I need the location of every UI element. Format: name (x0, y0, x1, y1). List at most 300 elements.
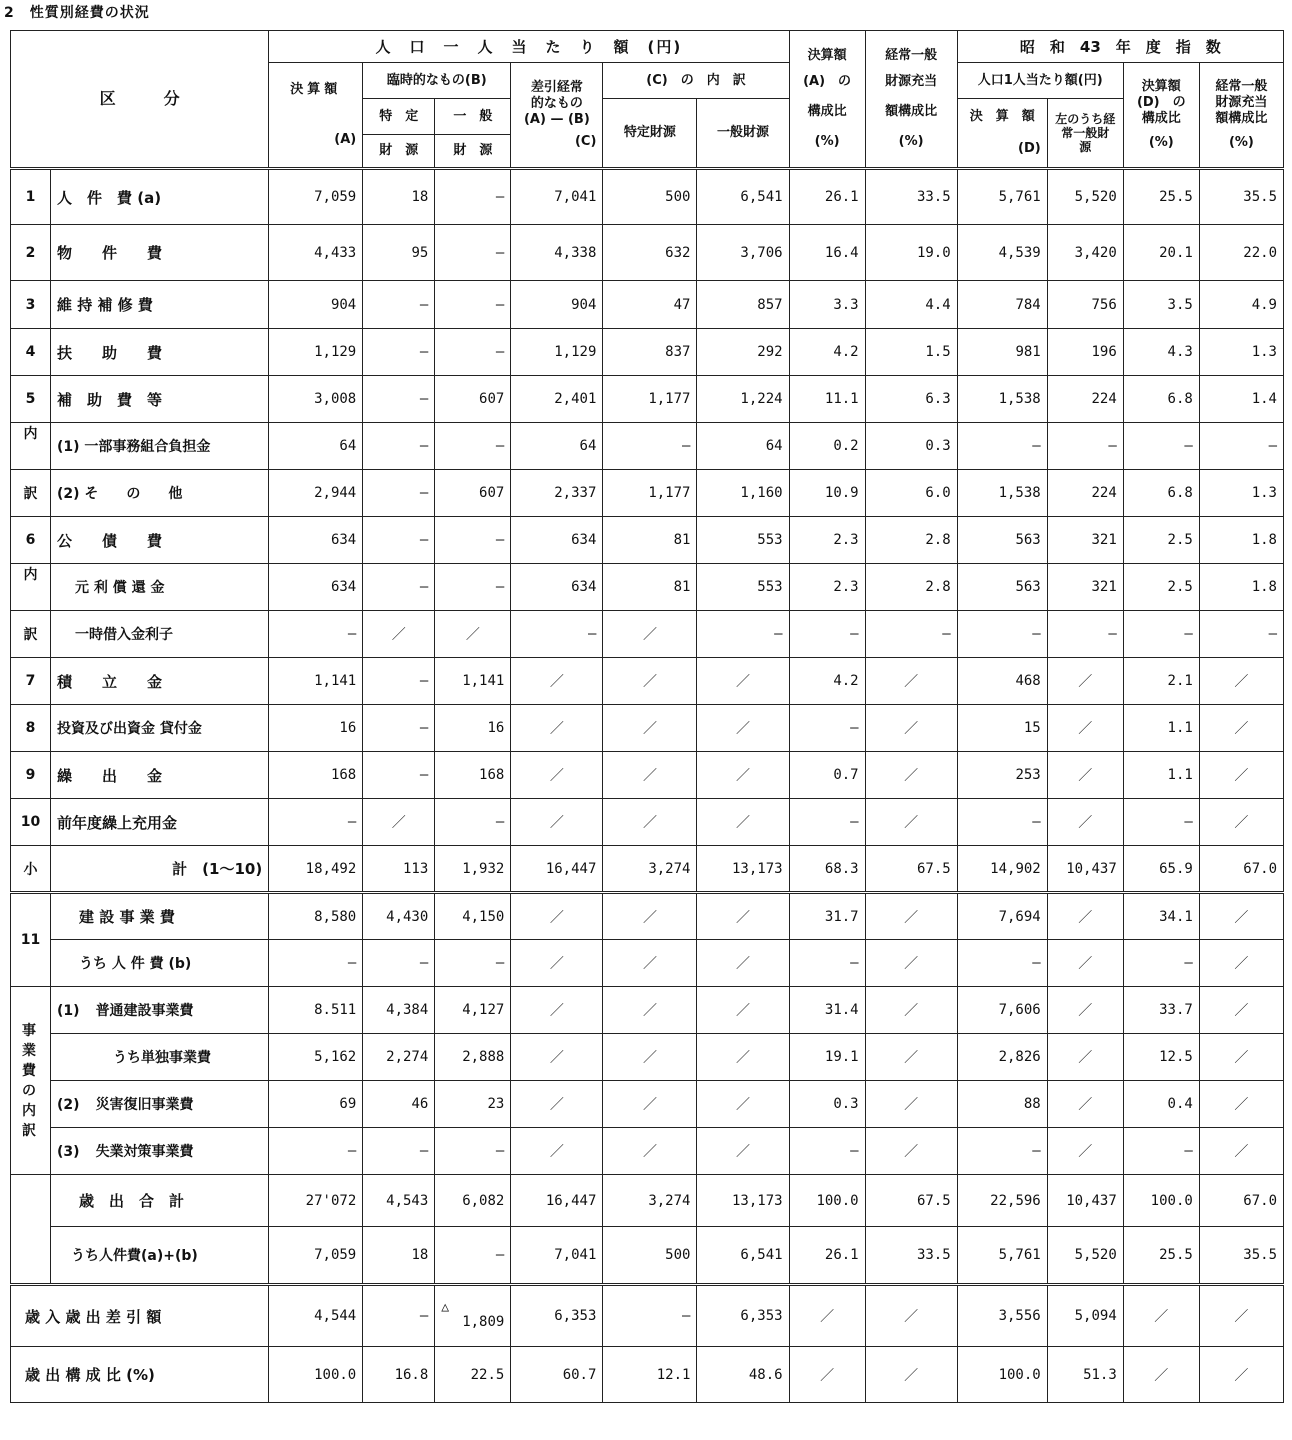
header-kosei-pct: (%) (814, 134, 840, 149)
cell: 113 (363, 846, 435, 893)
cell: 4,543 (363, 1175, 435, 1227)
table-row (11, 1034, 1284, 1081)
row-no: 9 (11, 752, 51, 799)
cell: ／ (603, 1034, 697, 1081)
cell: 1.3 (1199, 470, 1283, 517)
cell: ／ (603, 1081, 697, 1128)
cell: 11.1 (789, 376, 865, 423)
header-sabiki (511, 63, 603, 169)
cell: 3.3 (789, 281, 865, 329)
cell: — (269, 1128, 363, 1175)
header-kosei-2: (A) の (803, 74, 852, 89)
cell: 69 (269, 1081, 363, 1128)
cell: — (435, 281, 511, 329)
cell: 18,492 (269, 846, 363, 893)
header-zaigen-1: 財 源 (363, 135, 435, 169)
cell: 68.3 (789, 846, 865, 893)
cell: 8,580 (269, 893, 363, 940)
cell: 2.1 (1123, 658, 1199, 705)
cell: ／ (1047, 1128, 1123, 1175)
cell: 12.1 (603, 1347, 697, 1403)
cell: 6.0 (865, 470, 957, 517)
cell: 321 (1047, 517, 1123, 564)
side-label-uchi: 内 (11, 423, 51, 470)
cell: 31.7 (789, 893, 865, 940)
cell: 6.8 (1123, 376, 1199, 423)
cell: 6.8 (1123, 470, 1199, 517)
cell: ／ (603, 611, 697, 658)
cell: 2.3 (789, 564, 865, 611)
row-label: 積 立 金 (51, 658, 269, 705)
cell: 2,401 (511, 376, 603, 423)
cell: — (435, 564, 511, 611)
cell: — (1199, 611, 1283, 658)
table-row (11, 169, 1284, 225)
cell: 33.5 (865, 1227, 957, 1285)
row-label: (1) 一部事務組合負担金 (51, 423, 269, 470)
cell: ／ (363, 611, 435, 658)
table-row (11, 611, 1284, 658)
cell: 1.4 (1199, 376, 1283, 423)
cell: ／ (603, 987, 697, 1034)
cell: 100.0 (1123, 1175, 1199, 1227)
table-row (11, 705, 1284, 752)
cell: 18 (363, 1227, 435, 1285)
cell: 634 (511, 517, 603, 564)
cell: — (435, 169, 511, 225)
cell: 19.1 (789, 1034, 865, 1081)
cell: 563 (957, 564, 1047, 611)
cell: 64 (697, 423, 789, 470)
cell: 4,150 (435, 893, 511, 940)
cell: 1,141 (435, 658, 511, 705)
header-hidari: 左のうち経常一般財 源 (1047, 99, 1123, 169)
cell: 0.3 (865, 423, 957, 470)
cell: 25.5 (1123, 1227, 1199, 1285)
cell: 10.9 (789, 470, 865, 517)
cell: 27'072 (269, 1175, 363, 1227)
cell: 981 (957, 329, 1047, 376)
cell: 25.5 (1123, 169, 1199, 225)
row-no: 4 (11, 329, 51, 376)
cell: ／ (1199, 1285, 1283, 1347)
cell: 16,447 (511, 846, 603, 893)
cell: ／ (789, 1347, 865, 1403)
cell: 7,694 (957, 893, 1047, 940)
cell: 632 (603, 225, 697, 281)
cell: ／ (603, 705, 697, 752)
cell: 88 (957, 1081, 1047, 1128)
page-title: 2 性質別経費の状況 (4, 5, 150, 21)
cell: 46 (363, 1081, 435, 1128)
table-row (11, 281, 1284, 329)
cell: 60.7 (511, 1347, 603, 1403)
row-label (51, 987, 269, 1034)
cell: ／ (1199, 1081, 1283, 1128)
table-row (11, 225, 1284, 281)
cell: — (363, 470, 435, 517)
cell: ／ (865, 893, 957, 940)
cell: ／ (1047, 799, 1123, 846)
cell: ／ (1047, 940, 1123, 987)
row-no: (3) (57, 1144, 80, 1160)
cell: 19.0 (865, 225, 957, 281)
cell: — (269, 799, 363, 846)
cell: 64 (269, 423, 363, 470)
cell: 634 (511, 564, 603, 611)
cell: — (363, 329, 435, 376)
cell: 5,520 (1047, 1227, 1123, 1285)
cell: 784 (957, 281, 1047, 329)
table-row (11, 423, 1284, 470)
row-no: 7 (11, 658, 51, 705)
header-s-keijo-pct: (%) (1228, 135, 1254, 150)
cell: ／ (1199, 799, 1283, 846)
row-label: 繰 出 金 (51, 752, 269, 799)
table-row (11, 329, 1284, 376)
cell: 33.5 (865, 169, 957, 225)
cell: ／ (511, 658, 603, 705)
cell: 81 (603, 564, 697, 611)
cell: ／ (697, 705, 789, 752)
row-label (51, 1128, 269, 1175)
cell: 95 (363, 225, 435, 281)
table-row (11, 1227, 1284, 1285)
header-ippan: 一 般 (435, 99, 511, 135)
cell: — (363, 752, 435, 799)
cell: 3,706 (697, 225, 789, 281)
cell: 51.3 (1047, 1347, 1123, 1403)
cell (435, 1285, 511, 1347)
table-row (11, 987, 1284, 1034)
cell: — (269, 940, 363, 987)
cell: 1,177 (603, 376, 697, 423)
header-zaigen-2: 財 源 (435, 135, 511, 169)
header-d-mark: (D) (1018, 141, 1041, 156)
cell: 1.1 (1123, 705, 1199, 752)
cell: 756 (1047, 281, 1123, 329)
cell: 5,761 (957, 1227, 1047, 1285)
row-no: 2 (11, 225, 51, 281)
header-rinji: 臨時的なもの(B) (363, 63, 511, 99)
cell: — (1123, 940, 1199, 987)
cell: 1,129 (511, 329, 603, 376)
cell: 4.4 (865, 281, 957, 329)
blank-side (11, 1175, 51, 1285)
cell: ／ (865, 658, 957, 705)
row-label: 扶 助 費 (51, 329, 269, 376)
row-label: 歳 入 歳 出 差 引 額 (11, 1285, 269, 1347)
header-s-keijo (1199, 63, 1283, 169)
cell: ／ (1123, 1347, 1199, 1403)
cell: 4,539 (957, 225, 1047, 281)
cell: 13,173 (697, 846, 789, 893)
row-label: 歳 出 合 計 (51, 1175, 269, 1227)
cell: 64 (511, 423, 603, 470)
cell: 22.0 (1199, 225, 1283, 281)
cell: 4,384 (363, 987, 435, 1034)
cell: 2.5 (1123, 564, 1199, 611)
cell: 904 (511, 281, 603, 329)
cell: — (435, 1128, 511, 1175)
cell: 34.1 (1123, 893, 1199, 940)
cell: 224 (1047, 470, 1123, 517)
side-label-jigyohi (11, 987, 51, 1175)
cell: 16,447 (511, 1175, 603, 1227)
cell: ／ (865, 799, 957, 846)
cell: 1,141 (269, 658, 363, 705)
header-keijo-pct: (%) (898, 134, 924, 149)
cell: ／ (865, 705, 957, 752)
cell: 7,041 (511, 1227, 603, 1285)
cell: 3,420 (1047, 225, 1123, 281)
cell: — (603, 1285, 697, 1347)
cell: — (697, 611, 789, 658)
cell: 48.6 (697, 1347, 789, 1403)
cell: 4.2 (789, 658, 865, 705)
cell: 500 (603, 169, 697, 225)
header-showa: 昭 和 43 年 度 指 数 (957, 31, 1283, 63)
cell: 4,127 (435, 987, 511, 1034)
cell: ／ (603, 893, 697, 940)
cell: 553 (697, 517, 789, 564)
cell: — (511, 611, 603, 658)
cell: ／ (1199, 987, 1283, 1034)
cell: 837 (603, 329, 697, 376)
cell: ／ (1047, 658, 1123, 705)
cell: ／ (1047, 752, 1123, 799)
cell: 4,544 (269, 1285, 363, 1347)
cell: — (363, 281, 435, 329)
row-label: (2) そ の 他 (51, 470, 269, 517)
cell: ／ (1199, 893, 1283, 940)
cell: 13,173 (697, 1175, 789, 1227)
header-kessan-text: 決算額 (290, 82, 342, 97)
cell: ／ (435, 611, 511, 658)
cell: 5,162 (269, 1034, 363, 1081)
delta-mark: △ (441, 1300, 450, 1315)
cell: 2,944 (269, 470, 363, 517)
cell: 292 (697, 329, 789, 376)
cell: 196 (1047, 329, 1123, 376)
cell: 253 (957, 752, 1047, 799)
cell: — (363, 376, 435, 423)
cell: ／ (865, 1347, 957, 1403)
cell: 607 (435, 376, 511, 423)
cell: 634 (269, 517, 363, 564)
table-row (11, 893, 1284, 940)
cell: 1.3 (1199, 329, 1283, 376)
cell: 2,274 (363, 1034, 435, 1081)
cell: ／ (511, 799, 603, 846)
cell: 168 (435, 752, 511, 799)
cell: — (789, 705, 865, 752)
cell: ／ (1199, 752, 1283, 799)
cell: 634 (269, 564, 363, 611)
cell: 563 (957, 517, 1047, 564)
cell: — (789, 1128, 865, 1175)
cell: 16.4 (789, 225, 865, 281)
header-d-kosei-1: 決算額 (1141, 79, 1181, 94)
cell: 26.1 (789, 1227, 865, 1285)
cell: — (435, 517, 511, 564)
cell: 2.8 (865, 564, 957, 611)
header-sabiki-3: (A) — (B) (523, 112, 590, 127)
cell: — (435, 799, 511, 846)
row-label: 元 利 償 還 金 (51, 564, 269, 611)
cell: 857 (697, 281, 789, 329)
cell: 20.1 (1123, 225, 1199, 281)
header-kosei-3: 構成比 (807, 104, 847, 119)
side-label-eleven: 11 (11, 893, 51, 987)
table-row (11, 1081, 1284, 1128)
cell: 33.7 (1123, 987, 1199, 1034)
cell: 67.5 (865, 846, 957, 893)
cell: 4,433 (269, 225, 363, 281)
cell: 3,274 (603, 1175, 697, 1227)
cell: 1,177 (603, 470, 697, 517)
cell: 5,761 (957, 169, 1047, 225)
cell: 500 (603, 1227, 697, 1285)
cell: ／ (865, 1285, 957, 1347)
row-label: 補 助 費 等 (51, 376, 269, 423)
cell: 1,224 (697, 376, 789, 423)
header-tokutei-zaigen: 特定財源 (603, 99, 697, 169)
cell: 3,556 (957, 1285, 1047, 1347)
cell: ／ (865, 1128, 957, 1175)
cell: — (435, 423, 511, 470)
header-per-capita: 人 口 一 人 当 た り 額 (円) (269, 31, 789, 63)
cell: 5,520 (1047, 169, 1123, 225)
cell: — (363, 564, 435, 611)
header-keijo (865, 31, 957, 169)
cell: 553 (697, 564, 789, 611)
cell: 67.5 (865, 1175, 957, 1227)
cell: ／ (1199, 1128, 1283, 1175)
cell: ／ (511, 752, 603, 799)
row-label-text: 普通建設事業費 (95, 1003, 194, 1019)
cell: 6,541 (697, 1227, 789, 1285)
cell: ／ (697, 940, 789, 987)
cell: 168 (269, 752, 363, 799)
header-sabiki-1: 差引経常 (530, 80, 583, 95)
side-label-wake: 訳 (11, 611, 51, 658)
cell: 2.8 (865, 517, 957, 564)
cell: 16 (435, 705, 511, 752)
cell: — (435, 1227, 511, 1285)
header-d-kosei-2: (D) の (1136, 95, 1186, 110)
cell: — (1047, 611, 1123, 658)
cell: — (957, 611, 1047, 658)
cell: 16 (269, 705, 363, 752)
cell: 100.0 (789, 1175, 865, 1227)
row-label: 維 持 補 修 費 (51, 281, 269, 329)
table-row (11, 658, 1284, 705)
row-label: うち 人 件 費 (b) (51, 940, 269, 987)
cell: — (435, 329, 511, 376)
table-row (11, 517, 1284, 564)
row-label-text: 災害復旧事業費 (95, 1097, 194, 1113)
cell: 4,430 (363, 893, 435, 940)
header-keijo-2: 財源充当 (885, 74, 938, 89)
cell: 468 (957, 658, 1047, 705)
cell: 2,826 (957, 1034, 1047, 1081)
cell: 0.7 (789, 752, 865, 799)
cell: 904 (269, 281, 363, 329)
cell: ／ (1199, 1034, 1283, 1081)
cell: ／ (603, 752, 697, 799)
cell: 2.3 (789, 517, 865, 564)
header-showa-kessan (957, 99, 1047, 169)
row-label (51, 1081, 269, 1128)
cell: 3,008 (269, 376, 363, 423)
cell: — (435, 225, 511, 281)
table-row (11, 1128, 1284, 1175)
header-keijo-1: 経常一般 (885, 48, 938, 63)
cell: 1.5 (865, 329, 957, 376)
header-tokutei: 特 定 (363, 99, 435, 135)
row-no: (1) (57, 1003, 80, 1019)
cell: 1,129 (269, 329, 363, 376)
cell: — (957, 1128, 1047, 1175)
cell: 4.2 (789, 329, 865, 376)
cell: ／ (603, 940, 697, 987)
cell: 12.5 (1123, 1034, 1199, 1081)
cell-value: 1,809 (462, 1314, 505, 1330)
row-no: (2) (57, 1097, 80, 1113)
row-label: 人 件 費 (a) (51, 169, 269, 225)
cell: 26.1 (789, 169, 865, 225)
cell: 16.8 (363, 1347, 435, 1403)
expense-table (10, 30, 1284, 1403)
side-label-uchi: 内 (11, 564, 51, 611)
cell: 4.9 (1199, 281, 1283, 329)
row-no: 1 (11, 169, 51, 225)
header-c-uchiwake: (C) の 内 訳 (603, 63, 789, 99)
cell: ／ (865, 987, 957, 1034)
cell: ／ (865, 752, 957, 799)
table-row (11, 940, 1284, 987)
table-row (11, 564, 1284, 611)
cell: ／ (697, 987, 789, 1034)
cell: 4,338 (511, 225, 603, 281)
cell: ／ (1047, 1034, 1123, 1081)
cell: — (363, 940, 435, 987)
cell: 10,437 (1047, 1175, 1123, 1227)
cell: — (363, 1128, 435, 1175)
cell: 67.0 (1199, 1175, 1283, 1227)
cell: 1.8 (1199, 564, 1283, 611)
cell: 100.0 (957, 1347, 1047, 1403)
row-no: 8 (11, 705, 51, 752)
row-no: 3 (11, 281, 51, 329)
cell: 65.9 (1123, 846, 1199, 893)
cell: ／ (1123, 1285, 1199, 1347)
cell: 0.2 (789, 423, 865, 470)
cell: 3.5 (1123, 281, 1199, 329)
row-label: 物 件 費 (51, 225, 269, 281)
cell: — (957, 799, 1047, 846)
table-row-subtotal (11, 846, 1284, 893)
header-row-1 (11, 31, 1284, 63)
header-a-mark: (A) (334, 132, 357, 147)
table-row (11, 752, 1284, 799)
cell: 8.511 (269, 987, 363, 1034)
cell: 5,094 (1047, 1285, 1123, 1347)
row-label-text: 失業対策事業費 (95, 1144, 194, 1160)
cell: 31.4 (789, 987, 865, 1034)
cell: 3,274 (603, 846, 697, 893)
